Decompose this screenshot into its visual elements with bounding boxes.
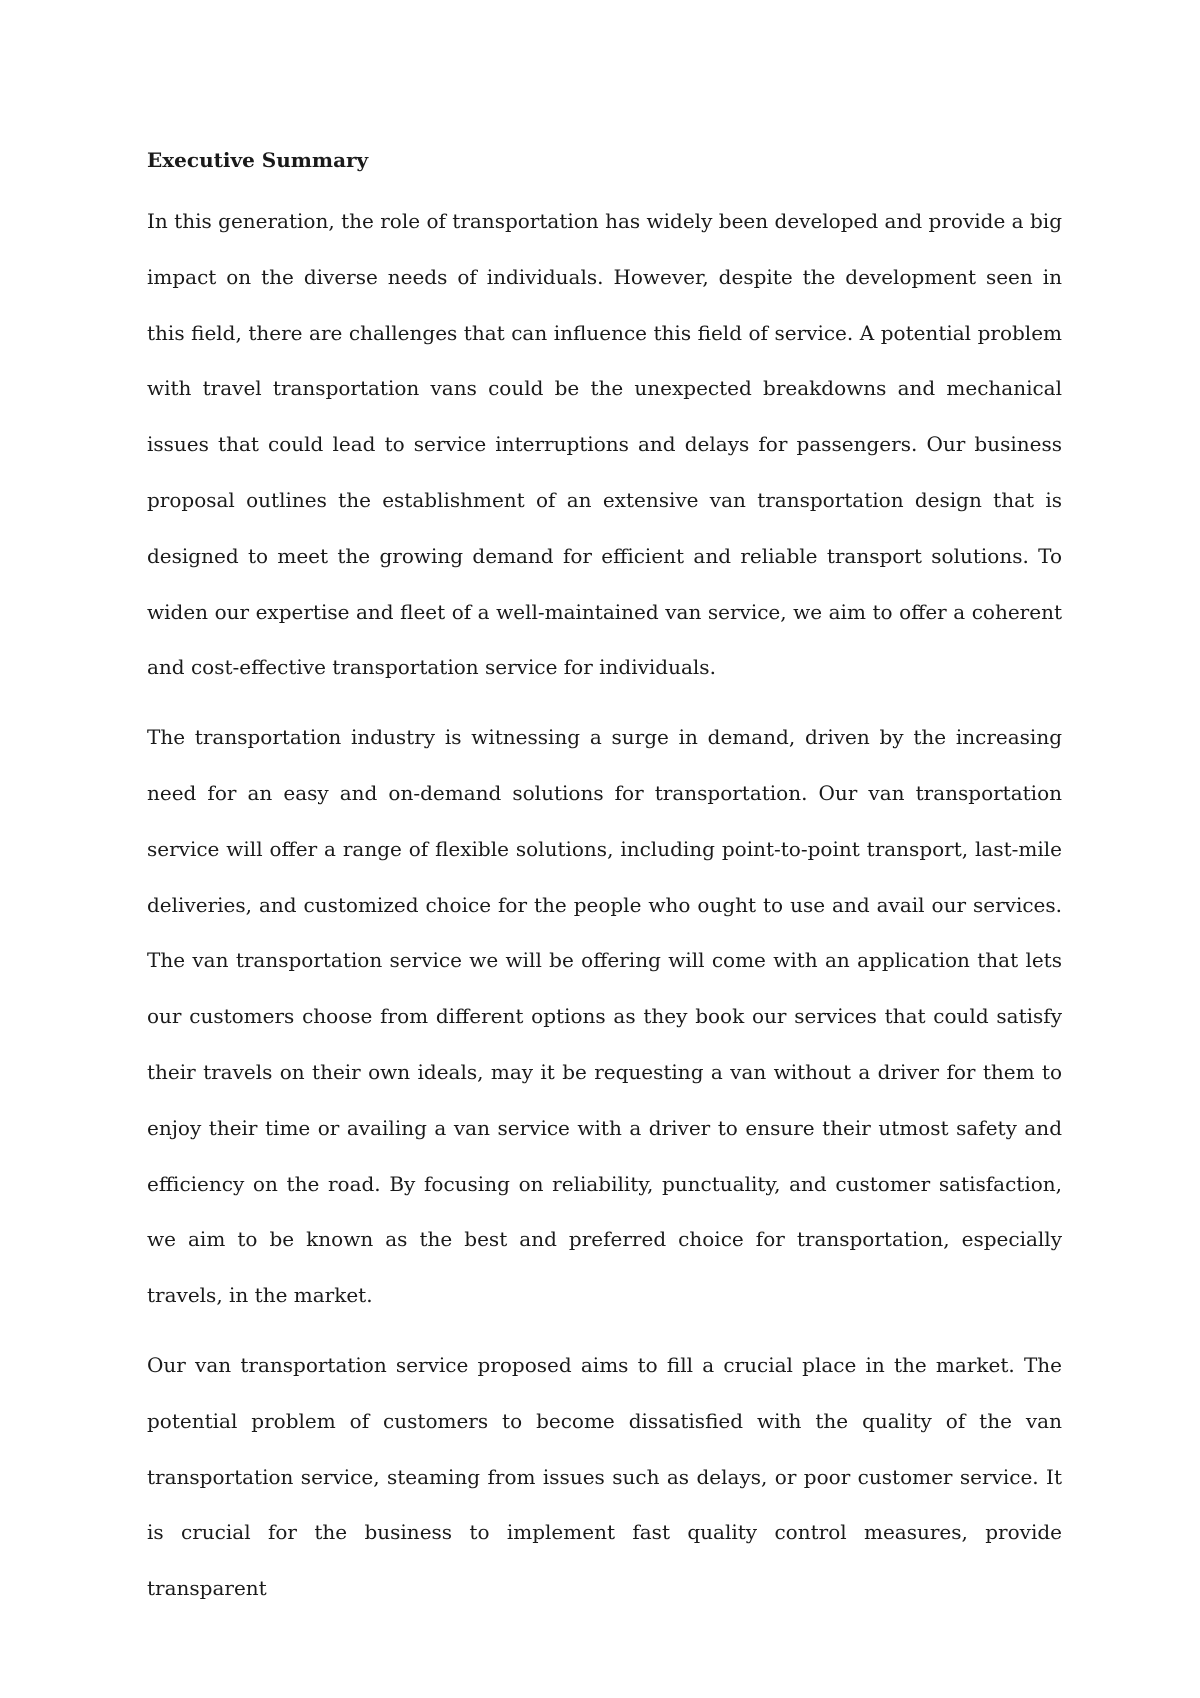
section-heading: Executive Summary [147, 148, 369, 172]
document-page [147, 140, 1062, 1631]
paragraph-intro: In this generation, the role of transportation has widely been developed and provide a big impact on the diverse needs of individuals. However, despite the development seen in this field, there are challenges that can influence this field of service. A potential problem with travel transportation vans could be the unexpected breakdowns and mechanical issues that could lead to service interruptions and delays for passengers. Our business proposal outlines the establishment of an extensive van transportation design that is designed to meet the growing demand for efficient and reliable transport solutions. To widen our expertise and fleet of a well-maintained van service, we aim to offer a coherent and cost-effective transportation service for individuals. [147, 209, 1062, 680]
paragraph-industry: The transportation industry is witnessing a surge in demand, driven by the increasing need for an easy and on-demand solutions for transportation. Our van transportation service will offer a range of flexible solutions, including point-to-point transport, last-mile deliveries, and customized choice for the people who ought to use and avail our services. The van transportation service we will be offering will come with an application that lets our customers choose from different options as they book our services that could satisfy their travels on their own ideals, may it be requesting a van without a driver for them to enjoy their time or availing a van service with a driver to ensure their utmost safety and efficiency on the road. By focusing on reliability, punctuality, and customer satisfaction, we aim to be known as the best and preferred choice for transportation, especially travels, in the market. [147, 725, 1062, 1308]
paragraph-market: Our van transportation service proposed aims to fill a crucial place in the market. The potential problem of customers to become dissatisfied with the quality of the van transportation service, steaming from issues such as delays, or poor customer service. It is crucial for the business to implement fast quality control measures, provide transparent [147, 1352, 1062, 1601]
